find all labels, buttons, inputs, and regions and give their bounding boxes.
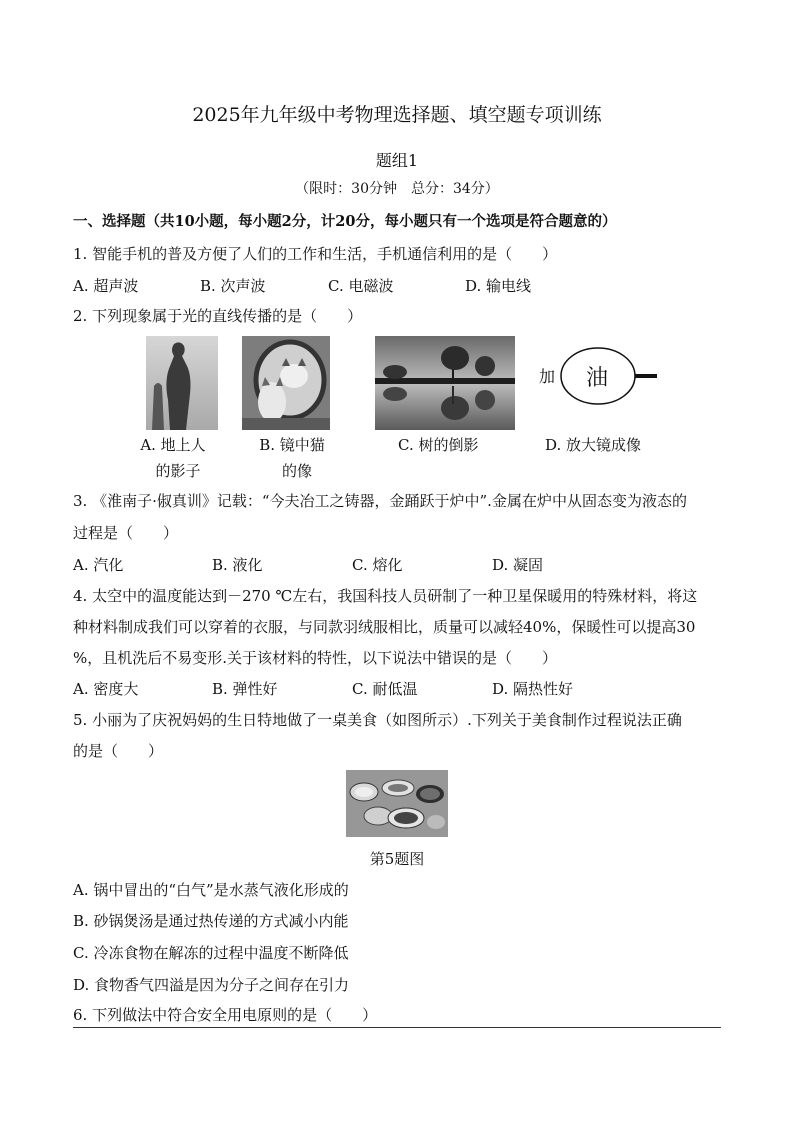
q2-caption-b2: 的像	[281, 462, 312, 480]
question-1-stem: 1. 智能手机的普及方便了人们的工作和生活，手机通信利用的是（ ）	[73, 245, 558, 263]
q1-option-c: C. 电磁波	[328, 277, 394, 295]
question-4-stem-line3: %，且机洗后不易变形.关于该材料的特性，以下说法中错误的是（ ）	[73, 649, 558, 667]
q3-option-b: B. 液化	[212, 556, 263, 574]
magnifier-outside-text: 加	[539, 367, 556, 386]
question-4-stem-line1: 4. 太空中的温度能达到－270 ℃左右，我国科技人员研制了一种卫星保暖用的特殊材料，将这	[73, 587, 698, 605]
q4-option-b: B. 弹性好	[212, 680, 278, 698]
q5-option-c: C. 冷冻食物在解冻的过程中温度不断降低	[73, 944, 349, 962]
q5-option-d: D. 食物香气四溢是因为分子之间存在引力	[73, 976, 350, 994]
question-5-stem-line2: 的是（ ）	[73, 742, 164, 760]
q3-option-d: D. 凝固	[492, 556, 544, 574]
q4-option-d: D. 隔热性好	[492, 680, 574, 698]
q5-option-a: A. 锅中冒出的“白气”是水蒸气液化形成的	[73, 881, 349, 899]
q4-option-c: C. 耐低温	[352, 680, 418, 698]
question-5-stem-line1: 5. 小丽为了庆祝妈妈的生日特地做了一桌美食（如图所示）.下列关于美食制作过程说法正确	[73, 711, 682, 729]
q4-option-a: A. 密度大	[73, 680, 139, 698]
q5-option-b: B. 砂锅煲汤是通过热传递的方式减小内能	[73, 912, 349, 930]
page-bottom-rule	[73, 1027, 721, 1028]
q2-caption-a2: 的影子	[155, 462, 201, 480]
group-title: 题组1	[375, 151, 419, 170]
page-title: 2025年九年级中考物理选择题、填空题专项训练	[192, 104, 602, 126]
question-3-stem-line1: 3. 《淮南子·俶真训》记载：“今夫冶工之铸器，金踊跃于炉中”.金属在炉中从固态变为液态的	[73, 492, 687, 510]
time-limit: （限时：30分钟 总分：34分）	[295, 181, 499, 197]
q2-caption-c: C. 树的倒影	[398, 436, 479, 454]
question-6-stem: 6. 下列做法中符合安全用电原则的是（ ）	[73, 1006, 378, 1024]
tree-reflection-photo	[375, 336, 515, 430]
question-2-stem: 2. 下列现象属于光的直线传播的是（ ）	[73, 307, 363, 325]
q1-option-d: D. 输电线	[465, 277, 532, 295]
cat-mirror-photo	[242, 336, 330, 430]
q1-option-b: B. 次声波	[200, 277, 266, 295]
q2-caption-a1: A. 地上人	[140, 436, 206, 454]
question-4-stem-line2: 种材料制成我们可以穿着的衣服，与同款羽绒服相比，质量可以减轻40%，保暖性可以提高30	[73, 618, 696, 636]
figure-5-caption: 第5题图	[369, 850, 425, 868]
question-3-stem-line2: 过程是（ ）	[73, 524, 179, 542]
q2-caption-d: D. 放大镜成像	[545, 436, 642, 454]
food-photo	[346, 770, 448, 837]
q3-option-a: A. 汽化	[73, 556, 124, 574]
q1-option-a: A. 超声波	[73, 277, 139, 295]
q2-caption-b1: B. 镜中猫	[259, 436, 325, 454]
shadow-photo	[146, 336, 218, 430]
q3-option-c: C. 熔化	[352, 556, 403, 574]
section-heading: 一、选择题（共10小题，每小题2分，计20分，每小题只有一个选项是符合题意的）	[73, 213, 617, 230]
magnifier-magnified-text: 油	[586, 366, 609, 391]
